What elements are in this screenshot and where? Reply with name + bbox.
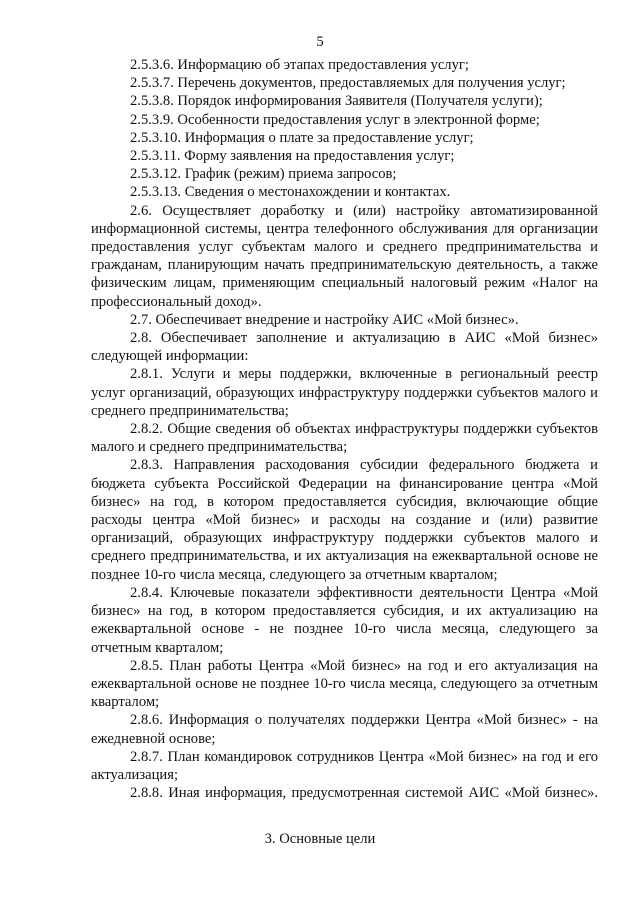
- section-heading: 3. Основные цели: [264, 831, 376, 847]
- paragraph: 2.5.3.11. Форму заявления на предоставления услуг;: [130, 148, 455, 165]
- paragraph: 2.5.3.9. Особенности предоставления услуг в электронной форме;: [130, 111, 540, 128]
- paragraph: 2.8.5. План работы Центра «Мой бизнес» на год и его актуализация на ежеквартальной основе не позднее 10-го числа месяца, следующего за отчетным кварталом;: [91, 657, 598, 711]
- paragraph: 2.5.3.13. Сведения о местонахождении и контактах.: [130, 184, 451, 201]
- page-number: 5: [316, 34, 324, 50]
- paragraph: 2.5.3.6. Информацию об этапах предоставления услуг;: [130, 57, 469, 73]
- paragraph: 2.8.2. Общие сведения об объектах инфраструктуры поддержки субъектов малого и среднего предпринимательства;: [91, 421, 598, 456]
- paragraph: 2.8.4. Ключевые показатели эффективности деятельности Центра «Мой бизнес» на год, в котором предоставляется субсидия, и их актуализацию на ежеквартальной основе - не позднее 10-го числа месяца, следующего за отчетным кварталом;: [91, 584, 598, 656]
- paragraph: 2.5.3.12. График (режим) приема запросов;: [130, 166, 397, 183]
- paragraph: 2.8.6. Информация о получателях поддержки Центра «Мой бизнес» - на ежедневной основе;: [91, 712, 598, 747]
- paragraph: 2.8.8. Иная информация, предусмотренная системой АИС «Мой бизнес».: [130, 785, 598, 802]
- paragraph: 2.8.3. Направления расходования субсидии федерального бюджета и бюджета субъекта Российской Федерации на финансирование центра «Мой бизнес» на год, в котором предоставляется субсидия, включающие общие расходы центра «Мой бизнес» и расходы на создание и (или) развитие организаций, образующих инфраструктуру поддержки субъектов малого и среднего предпринимательства, и их актуализация на ежеквартальной основе не позднее 10-го числа месяца, следующего за отчетным кварталом;: [91, 457, 598, 583]
- paragraph: 2.8. Обеспечивает заполнение и актуализацию в АИС «Мой бизнес» следующей информации:: [91, 330, 598, 365]
- paragraph: 2.5.3.10. Информация о плате за предоставление услуг;: [130, 129, 474, 146]
- paragraph: 2.7. Обеспечивает внедрение и настройку АИС «Мой бизнес».: [130, 311, 519, 328]
- paragraph: 2.5.3.7. Перечень документов, предоставляемых для получения услуг;: [130, 75, 566, 92]
- document-body: [91, 56, 598, 802]
- paragraph: 2.8.1. Услуги и меры поддержки, включенные в региональный реестр услуг организаций, образующих инфраструктуру поддержки субъектов малого и среднего предпринимательства;: [91, 366, 598, 419]
- paragraph: 2.6. Осуществляет доработку и (или) настройку автоматизированной информационной системы, центра телефонного обслуживания для организации предоставления услуг субъектам малого и среднего предпринимательства и гражданам, планирующим начать предпринимательскую деятельность, а также физическим лицам, применяющим специальный налоговый режим «Налог на профессиональный доход».: [91, 202, 598, 310]
- paragraph: 2.5.3.8. Порядок информирования Заявителя (Получателя услуги);: [130, 93, 543, 110]
- paragraph: 2.8.7. План командировок сотрудников Центра «Мой бизнес» на год и его актуализация;: [91, 748, 598, 783]
